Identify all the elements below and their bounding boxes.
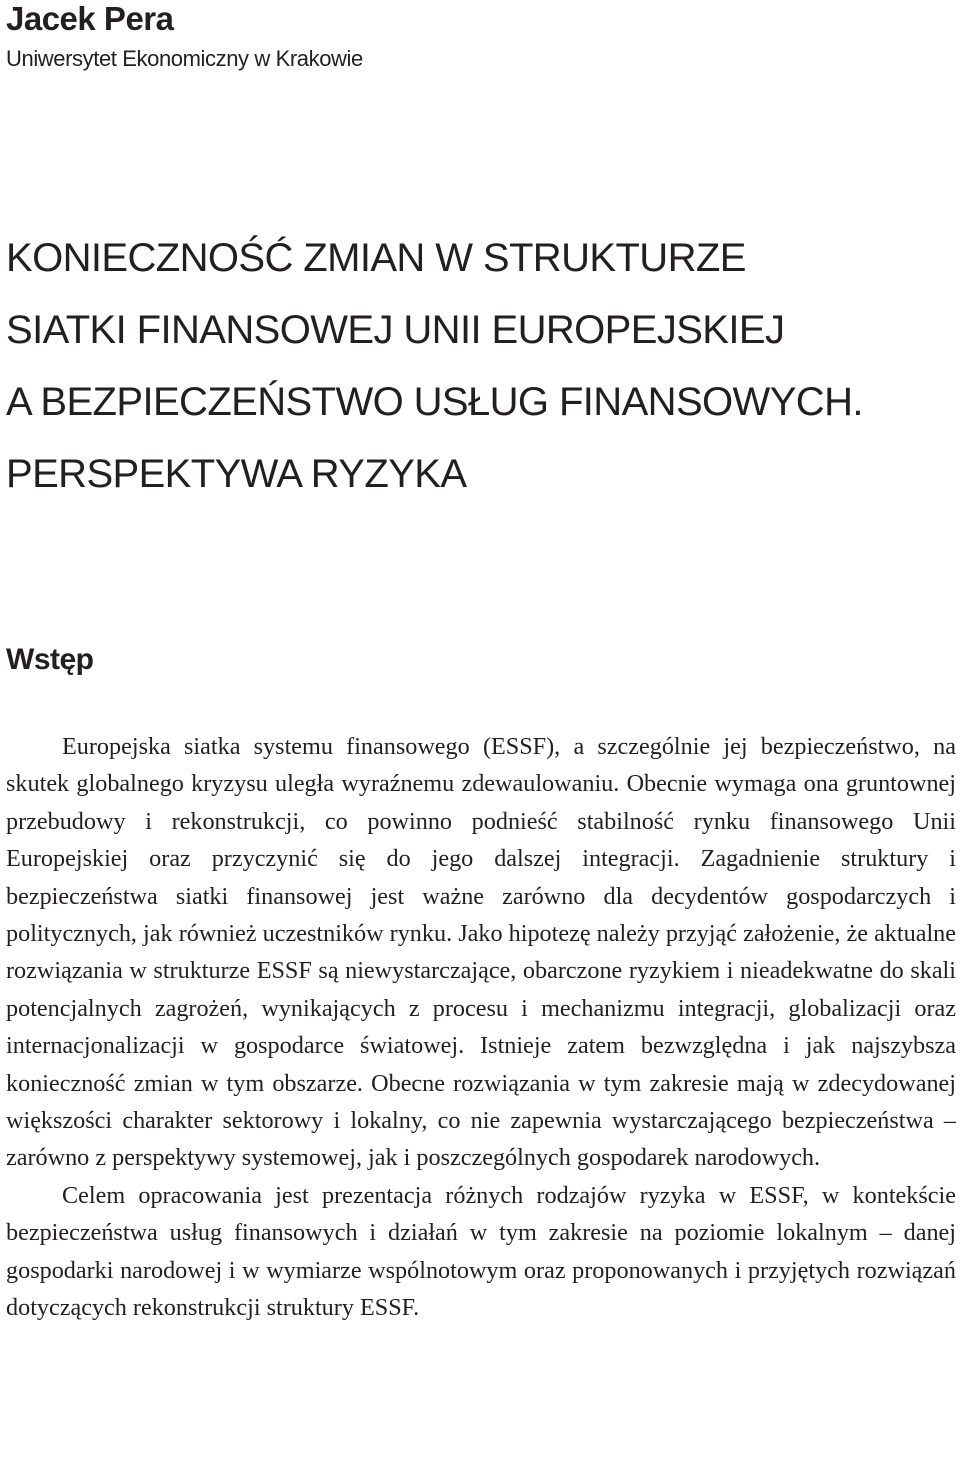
body-paragraph: Europejska siatka systemu finansowego (ESSF), a szczególnie jej bezpieczeństwo, na skutek globalnego kryzysu uległa wyraźnemu zdewaulowaniu. Obecnie wymaga ona gruntownej przebudowy i rekonstrukcji, co powinno podnieść stabilność rynku finansowego Unii Europejskiej oraz przyczynić się do jego dalszej integracji. Zagadnienie struktury i bezpieczeństwa siatki finansowej jest ważne zarówno dla decydentów gospodarczych i politycznych, jak również uczestników rynku. Jako hipotezę należy przyjąć założenie, że aktualne rozwiązania w strukturze ESSF są niewystarczające, obarczone ryzykiem i nieadekwatne do skali potencjalnych zagrożeń, wynikających z procesu i mechanizmu integracji, globalizacji oraz internacjonalizacji w gospodarce światowej. Istnieje zatem bezwzględna i jak najszybsza konieczność zmian w tym obszarze. Obecne rozwiązania w tym zakresie mają w zdecydowanej większości charakter sektorowy i lokalny, co nie zapewnia wystarczającego bezpieczeństwa – zarówno z perspektywy systemowej, jak i poszczególnych gospodarek narodowych. — [6, 733, 956, 1172]
article-title-line: PERSPEKTYWA RYZYKA — [6, 452, 467, 496]
article-title-line: KONIECZNOŚĆ ZMIAN W STRUKTURZE — [6, 236, 746, 280]
article-title — [6, 222, 954, 510]
article-title-line: SIATKI FINANSOWEJ UNII EUROPEJSKIEJ — [6, 308, 785, 352]
author-name: Jacek Pera — [6, 0, 174, 37]
author-affiliation: Uniwersytet Ekonomiczny w Krakowie — [6, 46, 363, 71]
section-body — [6, 728, 956, 1327]
body-paragraph: Celem opracowania jest prezentacja różnych rodzajów ryzyka w ESSF, w kontekście bezpieczeństwa usług finansowych i działań w tym zakresie na poziomie lokalnym – danej gospodarki narodowej i w wymiarze wspólnotowym oraz proponowanych i przyjętych rozwiązań dotyczących rekonstrukcji struktury ESSF. — [6, 1181, 956, 1322]
section-heading: Wstęp — [6, 643, 94, 676]
article-title-line: A BEZPIECZEŃSTWO USŁUG FINANSOWYCH. — [6, 380, 863, 424]
